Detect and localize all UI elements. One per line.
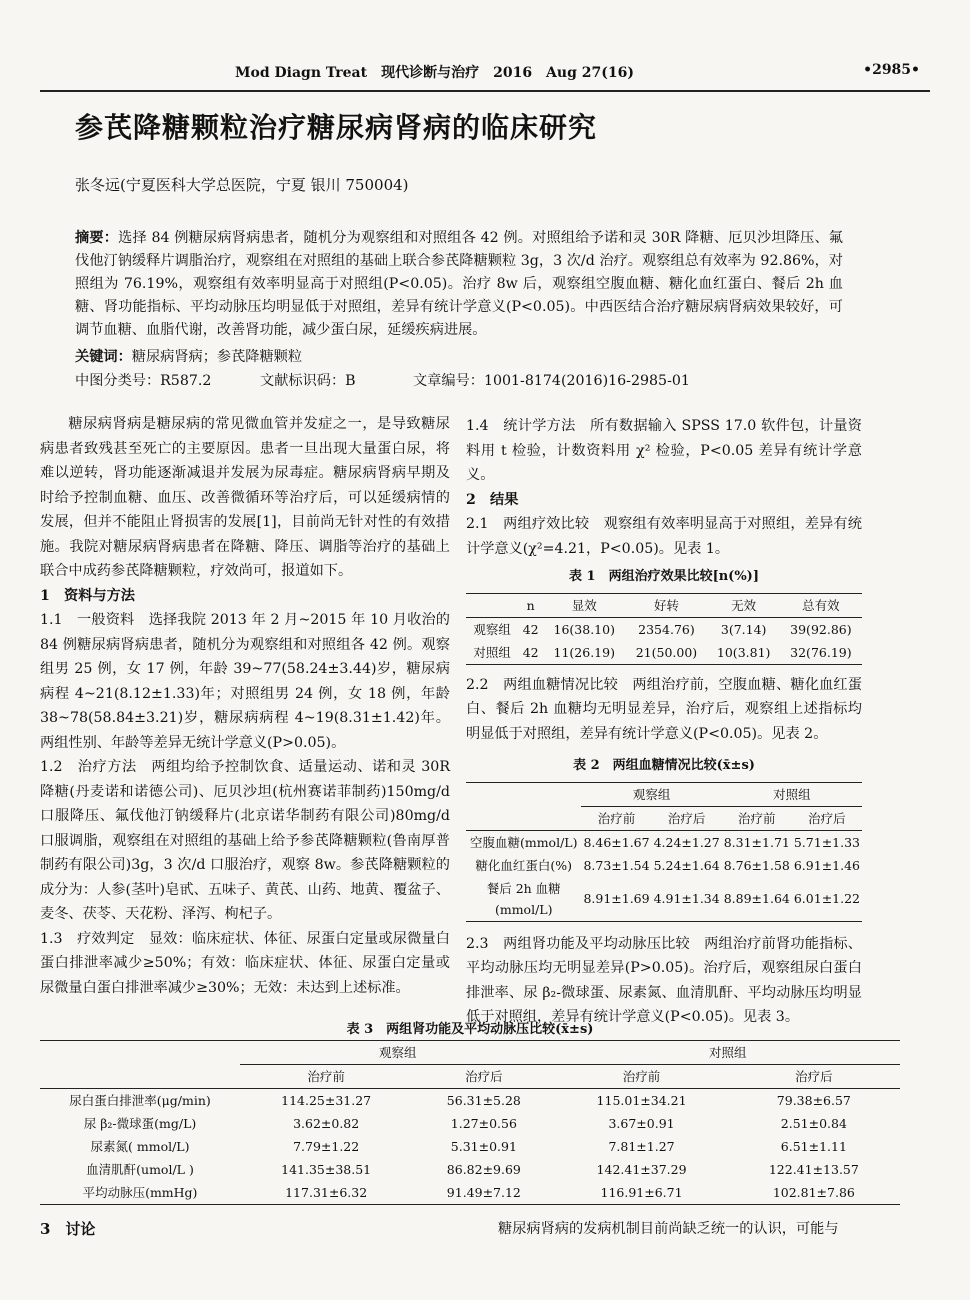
t2-cell: 餐后 2h 血糖 (mmol/L) [486, 880, 561, 917]
abstract [75, 227, 843, 342]
t1-h0 [466, 593, 518, 617]
t3-sub: 治疗前 [622, 1069, 661, 1084]
abstract-label: 摘要： [75, 230, 119, 246]
t2-cell: 8.31±1.71 [723, 834, 790, 850]
t2-cell: 8.89±1.64 [723, 891, 790, 906]
t1-cell: 16(38.10) [553, 621, 615, 637]
t3-cell: 血清肌酐(umol/L ) [86, 1162, 194, 1177]
section-2-3: 2.3 两组肾功能及平均动脉压比较 两组治疗前肾功能指标、平均动脉压均无明显差异(P>0.05)。治疗后，观察组尿白蛋白排泄率、尿 β₂-微球蛋、尿素氮、血清肌酐、平均动脉压均明显低于对照组，差异有统计学意义(P<0.05)。见表 3。 [466, 935, 862, 1025]
t1-cell: 11(26.19) [553, 644, 615, 660]
t3-group-obs: 观察组 [240, 1041, 555, 1065]
header-rule [40, 90, 930, 92]
t1-cell: 39(92.86) [790, 621, 852, 637]
table3 [40, 1040, 900, 1205]
article-title: 参芪降糖颗粒治疗糖尿病肾病的临床研究 [75, 111, 598, 144]
table-row [40, 1089, 900, 1113]
t3-cell: 79.38±6.57 [776, 1093, 851, 1108]
t1-h1: n [526, 597, 535, 613]
t1-h5: 总有效 [802, 597, 840, 613]
t3-sub: 治疗后 [465, 1069, 503, 1084]
t2-cell: 5.71±1.33 [793, 834, 860, 850]
section-2-2: 2.2 两组血糖情况比较 两组治疗前，空腹血糖、糖化血红蛋白、餐后 2h 血糖均无明显差异，治疗后，观察组上述指标均明显低于对照组，差异有统计学意义(P<0.05)。见表 2。 [466, 676, 862, 742]
t3-cell: 86.82±9.69 [446, 1162, 521, 1177]
discussion-heading: 3 讨论 [40, 1220, 96, 1238]
document-code: 文献标识码：B [260, 373, 356, 389]
t1-cell: 42 [522, 644, 539, 660]
table3-block [40, 1014, 900, 1205]
section-2-1: 2.1 两组疗效比较 观察组有效率明显高于对照组，差异有统计学意义(χ²=4.21，P<0.05)。见表 1。 [466, 516, 862, 557]
t3-cell: 3.67±0.91 [608, 1116, 675, 1131]
table-row [40, 1158, 900, 1181]
section-1-3: 1.3 疗效判定 显效：临床症状、体征、尿蛋白定量或尿微量白蛋白排泄率减少≥50%；有效：临床症状、体征、尿蛋白定量或尿微量白蛋白排泄率减少≥30%；无效：未达到上述标准。 [40, 930, 450, 996]
t2-sub: 治疗后 [667, 810, 706, 826]
section-1-2: 1.2 治疗方法 两组均给予控制饮食、适量运动、诺和灵 30R 降糖(丹麦诺和诺德公司)、厄贝沙坦(杭州赛诺菲制药)150mg/d 口服降压、氟伐他汀钠缓释片(北京诺华制药有限公司)80mg/d 口服调脂，观察组在对照组的基础上给予参芪降糖颗粒(鲁南厚普制药有限公司)3g，3 次/d 口服治疗，观察 8w。参芪降糖颗粒的成分为：人参(茎叶)皂甙、五味子、黄芪、山药、地黄、覆盆子、麦冬、茯苓、天花粉、泽泻、枸杞子。 [40, 759, 450, 922]
t3-cell: 141.35±38.51 [281, 1162, 372, 1177]
table-row [40, 1181, 900, 1205]
keywords-text: 糖尿病肾病；参芪降糖颗粒 [131, 349, 303, 365]
t3-cell: 平均动脉压(mmHg) [82, 1185, 198, 1200]
keywords [75, 346, 302, 366]
t2-sub: 治疗前 [738, 810, 776, 826]
table-row [466, 617, 862, 641]
t3-cell: 122.41±13.57 [768, 1162, 859, 1177]
t1-h4: 无效 [731, 597, 757, 613]
t2-cell: 8.91±1.69 [583, 891, 650, 906]
table-row [40, 1112, 900, 1135]
author-affiliation: 张冬远(宁夏医科大学总医院，宁夏 银川 750004) [75, 176, 409, 194]
t3-cell: 142.41±37.29 [596, 1162, 687, 1177]
t3-cell: 5.31±0.91 [450, 1139, 517, 1154]
t3-cell: 1.27±0.56 [450, 1116, 517, 1131]
t3-cell: 尿 β₂-微球蛋(mg/L) [83, 1116, 197, 1131]
intro-paragraph: 糖尿病肾病是糖尿病的常见微血管并发症之一，是导致糖尿病患者致残甚至死亡的主要原因。患者一旦出现大量蛋白尿，将难以逆转，肾功能逐渐减退并发展为尿毒症。糖尿病肾病早期及时给予控制血糖、血压、改善微循环等治疗后，可以延缓病情的发展，但并不能阻止肾损害的发展[1]，目前尚无针对性的有效措施。我院对糖尿病肾病患者在降糖、降压、调脂等治疗的基础上联合中成药参芪降糖颗粒，疗效尚可，报道如下。 [40, 416, 450, 579]
table3-caption: 表 3 两组肾功能及平均动脉压比较(x̄±s) [346, 1022, 594, 1037]
table-row [466, 641, 862, 665]
table-row [466, 854, 862, 877]
running-header [40, 62, 930, 86]
table1-caption: 表 1 两组治疗效果比较[n(%)] [569, 569, 759, 584]
keywords-label: 关键词： [75, 349, 132, 365]
left-column [40, 412, 450, 1000]
t3-sub: 治疗前 [307, 1069, 345, 1084]
t2-cell: 6.91±1.46 [793, 857, 860, 873]
t2-sub: 治疗前 [597, 810, 636, 826]
t2-group-obs: 观察组 [581, 782, 721, 806]
journal-info: Mod Diagn Treat 现代诊断与治疗 2016 Aug 27(16) [235, 65, 634, 81]
t2-cell: 4.91±1.34 [653, 891, 720, 906]
t3-cell: 3.62±0.82 [293, 1116, 360, 1131]
table-row [466, 830, 862, 854]
t3-group-ctrl: 对照组 [555, 1041, 900, 1065]
t3-cell: 尿白蛋白排泄率(μg/min) [69, 1093, 211, 1108]
t1-cell: 2354.76) [638, 621, 695, 637]
t3-cell: 102.81±7.86 [772, 1185, 855, 1200]
t3-cell: 117.31±6.32 [285, 1185, 368, 1200]
t1-cell: 42 [522, 621, 539, 637]
t3-cell: 91.49±7.12 [446, 1185, 521, 1200]
t3-cell: 7.81±1.27 [608, 1139, 675, 1154]
section-1-4: 1.4 统计学方法 所有数据输入 SPSS 17.0 软件包，计量资料用 t 检验，计数资料用 χ² 检验，P<0.05 差异有统计学意义。 [466, 418, 862, 483]
t1-cell: 10(3.81) [716, 644, 771, 660]
t2-corner [466, 782, 581, 830]
t2-cell: 8.76±1.58 [723, 857, 790, 873]
t3-sub: 治疗后 [795, 1069, 833, 1084]
table-row [466, 877, 862, 922]
t3-cell: 2.51±0.84 [780, 1116, 847, 1131]
t3-cell: 7.79±1.22 [293, 1139, 360, 1154]
abstract-text: 选择 84 例糖尿病肾病患者，随机分为观察组和对照组各 42 例。对照组给予诺和灵 30R 降糖、厄贝沙坦降压、氟伐他汀钠缓释片调脂治疗，观察组在对照组的基础上联合参芪降糖颗粒 3g，3 次/d 治疗。观察组总有效率为 92.86%，对照组为 76.19%，观察组有效率明显高于对照组(P<0.05)。治疗 8w 后，观察组空腹血糖、糖化血红蛋白、餐后 2h 血糖、肾功能指标、平均动脉压均明显低于对照组，差异有统计学意义(P<0.05)。中西医结合治疗糖尿病肾病效果较好，可调节血糖、血脂代谢，改善肾功能，减少蛋白尿，延缓疾病进展。 [75, 230, 843, 338]
t2-cell: 8.73±1.54 [583, 857, 650, 873]
page-number: •2985• [863, 62, 920, 78]
t2-cell: 空腹血糖(mmol/L) [469, 834, 578, 850]
table2-caption: 表 2 两组血糖情况比较(x̄±s) [573, 758, 755, 773]
article-number: 文章编号：1001-8174(2016)16-2985-01 [413, 373, 690, 389]
t2-cell: 5.24±1.64 [653, 857, 720, 873]
clc-number: 中图分类号：R587.2 [75, 373, 212, 389]
t1-cell: 对照组 [473, 644, 511, 660]
table2 [466, 782, 862, 922]
section-1-1: 1.1 一般资料 选择我院 2013 年 2 月~2015 年 10 月收治的84 例糖尿病肾病患者，随机分为观察组和对照组各 42 例。观察组男 25 例，女 17 例，年龄 39~77(58.24±3.44)岁，糖尿病病程 4~21(8.12±1.33)年；对照组男 24 例，女 18 例，年龄 38~78(58.84±3.21)岁，糖尿病病程 4~19(8.31±1.42)年。两组性别、年龄等差异无统计学意义(P>0.05)。 [40, 612, 450, 751]
table1 [466, 593, 862, 665]
t2-group-ctrl: 对照组 [722, 782, 862, 806]
section-heading-1: 1 资料与方法 [40, 587, 135, 604]
t1-cell: 32(76.19) [790, 644, 852, 660]
t3-cell: 56.31±5.28 [446, 1093, 521, 1108]
t3-cell: 116.91±6.71 [600, 1185, 683, 1200]
t1-h3: 好转 [653, 597, 679, 613]
t3-cell: 114.25±31.27 [281, 1093, 372, 1108]
t3-cell: 115.01±34.21 [596, 1093, 687, 1108]
t1-cell: 21(50.00) [635, 644, 698, 660]
t1-h2: 显效 [571, 597, 597, 613]
discussion-text: 糖尿病肾病的发病机制目前尚缺乏统一的认识，可能与 [498, 1221, 839, 1237]
t3-cell: 6.51±1.11 [780, 1139, 847, 1154]
t2-cell: 糖化血红蛋白(%) [475, 857, 573, 873]
t3-corner [40, 1041, 240, 1089]
t2-cell: 4.24±1.27 [653, 834, 720, 850]
section-heading-2: 2 结果 [466, 491, 519, 508]
t1-cell: 观察组 [473, 621, 511, 637]
t3-cell: 尿素氮( mmol/L) [90, 1139, 190, 1154]
t1-cell: 3(7.14) [720, 621, 767, 637]
t2-cell: 6.01±1.22 [793, 891, 860, 906]
t2-sub: 治疗后 [808, 810, 846, 826]
t2-cell: 8.46±1.67 [583, 834, 650, 850]
table-row [40, 1135, 900, 1158]
right-column [466, 414, 862, 1030]
